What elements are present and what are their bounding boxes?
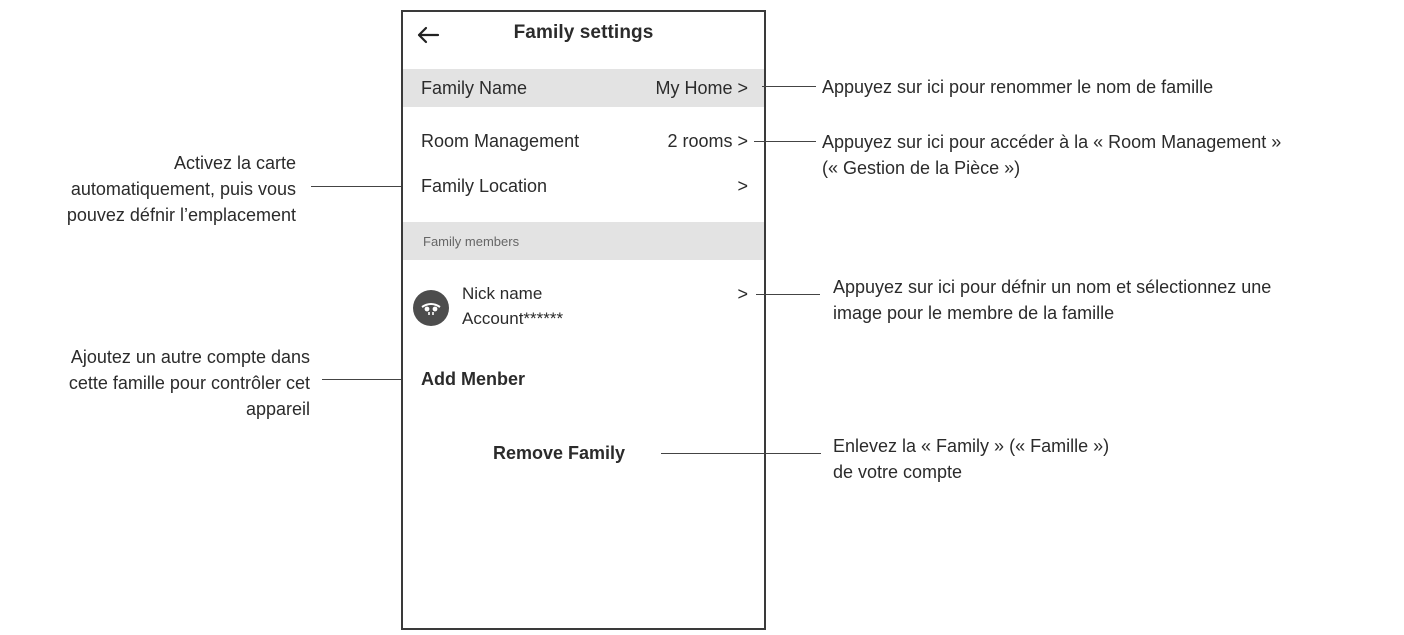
family-name-label: Family Name xyxy=(421,77,528,98)
room-management-label: Room Management xyxy=(421,130,580,151)
room-management-row[interactable] xyxy=(403,123,764,159)
family-members-header: Family members xyxy=(403,222,764,260)
member-nickname: Nick name xyxy=(462,284,543,303)
callout-line-room-management xyxy=(754,141,816,142)
family-name-row[interactable] xyxy=(403,69,764,107)
avatar xyxy=(413,290,449,326)
member-row[interactable] xyxy=(403,282,764,340)
annotation-rename: Appuyez sur ici pour renommer le nom de famille xyxy=(822,77,1214,97)
family-location-label: Family Location xyxy=(421,175,548,196)
family-location-row[interactable] xyxy=(403,168,764,204)
room-management-value: 2 rooms > xyxy=(667,130,748,151)
remove-family-button[interactable]: Remove Family xyxy=(493,443,626,463)
member-account: Account****** xyxy=(462,309,564,328)
annotation-member: Appuyez sur ici pour défnir un nom et sélectionnez une image pour le membre de la famille xyxy=(833,277,1272,323)
callout-line-rename xyxy=(762,86,816,87)
annotation-remove-family: Enlevez la « Family » (« Famille ») de votre compte xyxy=(833,436,1110,482)
callout-line-remove-family xyxy=(661,453,821,454)
family-location-chevron: > xyxy=(737,175,748,196)
annotation-room-management: Appuyez sur ici pour accéder à la « Room Management » (« Gestion de la Pièce ») xyxy=(822,132,1282,178)
annotation-location: Activez la carte automatiquement, puis vous pouvez défnir l’emplacement xyxy=(66,153,296,225)
screen-title: Family settings xyxy=(513,22,654,43)
callout-line-add-member xyxy=(322,379,401,380)
family-name-value: My Home > xyxy=(655,77,748,98)
add-member-button[interactable]: Add Menber xyxy=(421,369,526,389)
callout-line-member xyxy=(756,294,820,295)
callout-line-location xyxy=(311,186,401,187)
member-chevron: > xyxy=(737,284,748,304)
annotation-add-member: Ajoutez un autre compte dans cette famille pour contrôler cet appareil xyxy=(68,347,310,419)
phone-screen xyxy=(401,10,766,630)
avatar-face-icon xyxy=(420,301,442,315)
